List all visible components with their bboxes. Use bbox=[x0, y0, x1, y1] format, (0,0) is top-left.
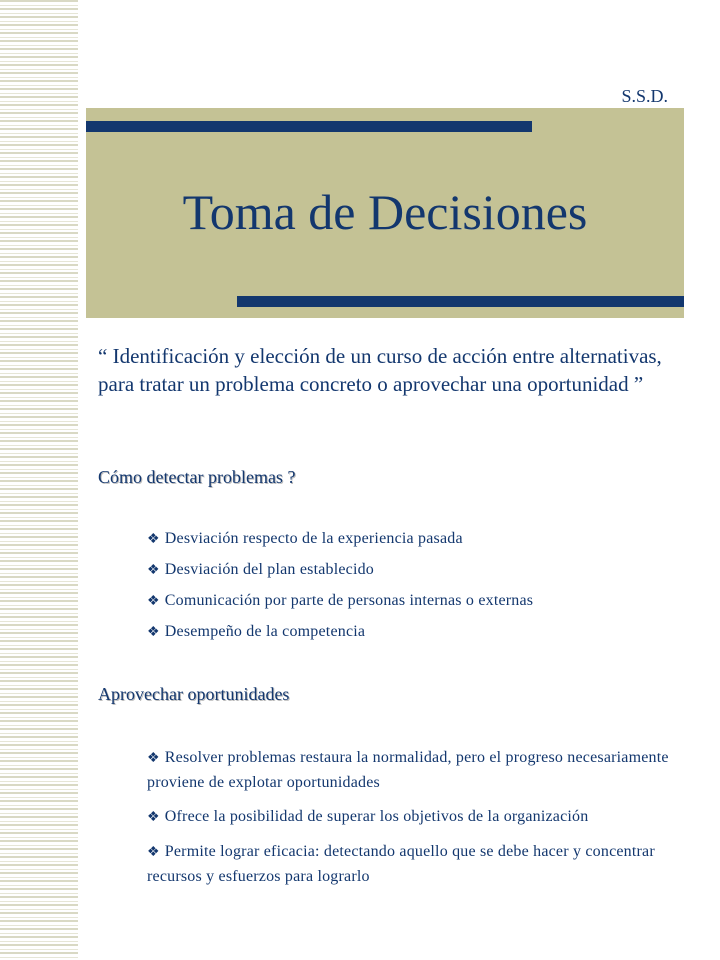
definition-quote: “ Identificación y elección de un curso de acción entre alternativas, para tratar un problema concreto o aprovechar una oportunidad ” bbox=[98, 344, 662, 396]
diamond-bullet-icon: ❖ bbox=[147, 563, 160, 578]
list-item: ❖ Desviación del plan establecido bbox=[147, 561, 375, 578]
diamond-bullet-icon: ❖ bbox=[147, 751, 160, 766]
opportunities-list bbox=[147, 746, 687, 899]
list-item: ❖ Desempeño de la competencia bbox=[147, 623, 366, 640]
title-bar-top bbox=[86, 121, 532, 132]
list-item: ❖ Desviación respecto de la experiencia pasada bbox=[147, 530, 463, 547]
slide-title: Toma de Decisiones bbox=[182, 184, 588, 240]
diamond-bullet-icon: ❖ bbox=[147, 810, 160, 825]
list-item: ❖ Permite lograr eficacia: detectando aquello que se debe hacer y concentrar recursos y esfuerzos para lograrlo bbox=[147, 843, 655, 885]
diamond-bullet-icon: ❖ bbox=[147, 532, 160, 547]
decorative-stripe bbox=[0, 0, 78, 960]
list-item: ❖ Comunicación por parte de personas internas o externas bbox=[147, 592, 534, 609]
list-item: ❖ Ofrece la posibilidad de superar los objetivos de la organización bbox=[147, 808, 589, 825]
section-heading-problems: Cómo detectar problemas ? bbox=[98, 467, 296, 487]
diamond-bullet-icon: ❖ bbox=[147, 594, 160, 609]
diamond-bullet-icon: ❖ bbox=[147, 625, 160, 640]
slide-code: S.S.D. bbox=[621, 86, 668, 106]
diamond-bullet-icon: ❖ bbox=[147, 845, 160, 860]
problems-list bbox=[147, 527, 533, 651]
list-item: ❖ Resolver problemas restaura la normalidad, pero el progreso necesariamente proviene de explotar oportunidades bbox=[147, 749, 669, 791]
title-bar-bottom bbox=[237, 296, 684, 307]
section-heading-opportunities: Aprovechar oportunidades bbox=[98, 684, 290, 704]
